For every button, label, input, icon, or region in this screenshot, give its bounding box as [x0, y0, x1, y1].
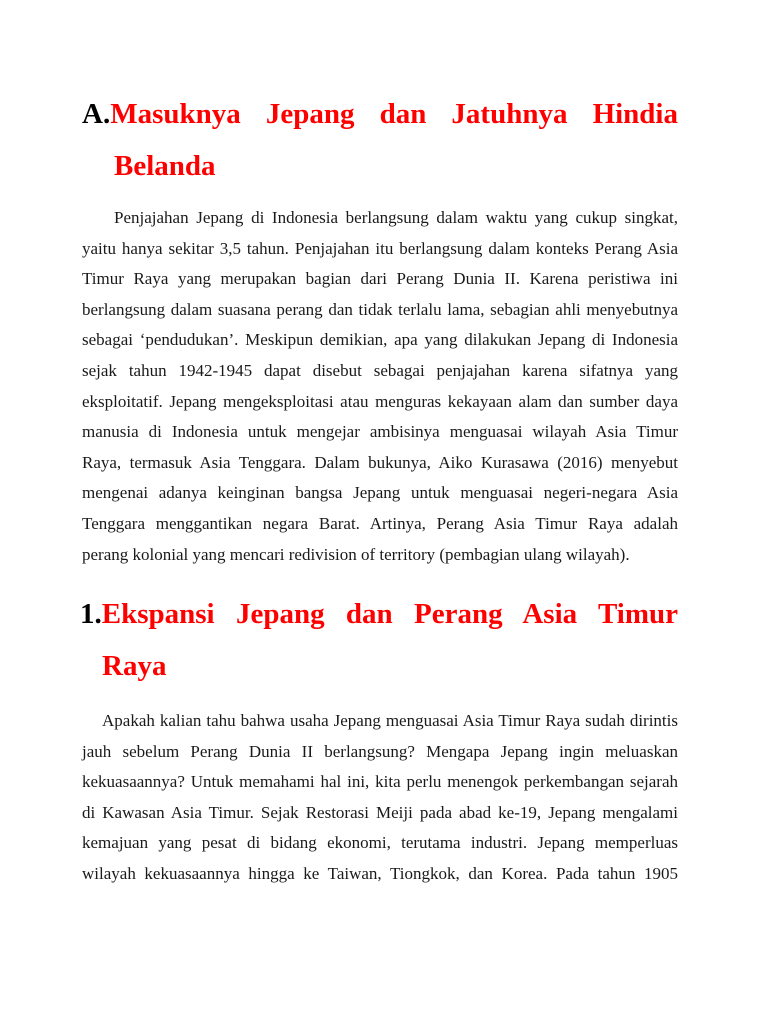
paragraph-line: eksploitatif. Jepang mengeksploitasi atau menguras kekayaan alam dan sumber daya	[82, 391, 678, 411]
paragraph-line: sejak tahun 1942-1945 dapat disebut sebagai penjajahan karena sifatnya yang	[82, 360, 678, 380]
section-a-paragraph	[82, 203, 678, 570]
section-a-heading-line-2	[82, 140, 678, 192]
section-a-heading	[82, 88, 678, 192]
paragraph-line: Raya, termasuk Asia Tenggara. Dalam bukunya, Aiko Kurasawa (2016) menyebut	[82, 452, 678, 472]
paragraph-line: kekuasaannya? Untuk memahami hal ini, kita perlu menengok perkembangan sejarah	[82, 772, 678, 792]
section-1-title-line-1: Ekspansi Jepang dan Perang Asia Timur	[101, 598, 678, 630]
paragraph-line: sebagai ‘pendudukan’. Meskipun demikian, apa yang dilakukan Jepang di Indonesia	[82, 330, 678, 350]
section-1-paragraph	[82, 706, 678, 890]
section-a-title-line-1: Masuknya Jepang dan Jatuhnya Hindia	[110, 98, 678, 130]
paragraph-line: perang kolonial yang mencari redivision of territory (pembagian ulang wilayah).	[82, 544, 630, 564]
paragraph-line: Tenggara menggantikan negara Barat. Artinya, Perang Asia Timur Raya adalah	[82, 513, 678, 533]
section-a-number: A.	[82, 98, 111, 130]
paragraph-line: Timur Raya yang merupakan bagian dari Perang Dunia II. Karena peristiwa ini	[82, 269, 678, 289]
section-1-heading	[80, 588, 678, 692]
section-1-title-line-2: Raya	[102, 650, 167, 682]
paragraph-line: kemajuan yang pesat di bidang ekonomi, terutama industri. Jepang memperluas	[82, 833, 678, 853]
section-a-heading-line-1	[82, 88, 678, 140]
section-1-heading-line-1	[80, 588, 678, 640]
section-a-title-line-2: Belanda	[114, 150, 216, 182]
section-1-number: 1.	[80, 598, 102, 630]
paragraph-line: di Kawasan Asia Timur. Sejak Restorasi Meiji pada abad ke-19, Jepang mengalami	[82, 802, 678, 822]
section-1-heading-line-2	[80, 640, 678, 692]
paragraph-line: Penjajahan Jepang di Indonesia berlangsung dalam waktu yang cukup singkat,	[114, 208, 678, 227]
paragraph-line: wilayah kekuasaannya hingga ke Taiwan, Tiongkok, dan Korea. Pada tahun 1905	[82, 863, 678, 883]
paragraph-line: jauh sebelum Perang Dunia II berlangsung? Mengapa Jepang ingin meluaskan	[82, 741, 678, 761]
paragraph-line: mengenai adanya keinginan bangsa Jepang untuk menguasai negeri-negara Asia	[82, 483, 678, 503]
paragraph-line: Apakah kalian tahu bahwa usaha Jepang menguasai Asia Timur Raya sudah dirintis	[102, 711, 678, 730]
paragraph-line: yaitu hanya sekitar 3,5 tahun. Penjajahan itu berlangsung dalam konteks Perang Asia	[82, 238, 678, 258]
paragraph-line: manusia di Indonesia untuk mengejar ambisinya menguasai wilayah Asia Timur	[82, 422, 678, 442]
paragraph-line: berlangsung dalam suasana perang dan tidak terlalu lama, sebagian ahli menyebutnya	[82, 299, 678, 319]
